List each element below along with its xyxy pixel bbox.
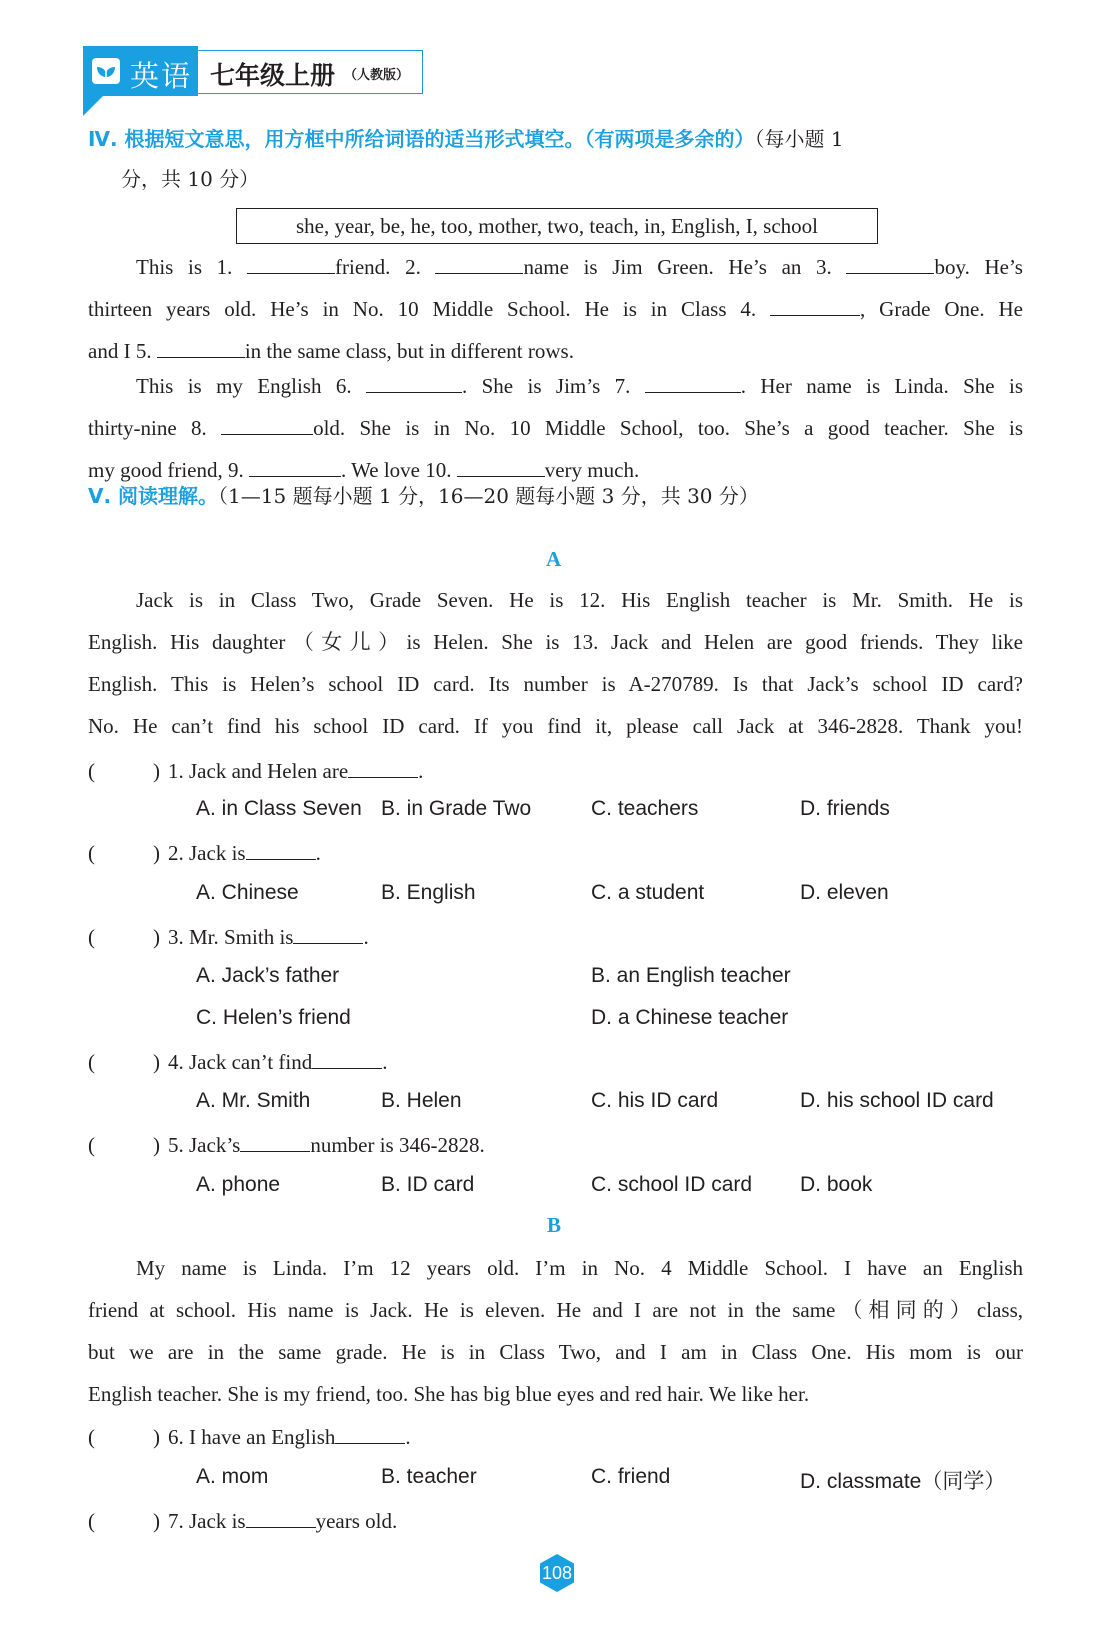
option-a[interactable]: A. Jack’s father bbox=[196, 964, 340, 987]
blank-9[interactable] bbox=[249, 456, 341, 477]
option-d[interactable]: D. a Chinese teacher bbox=[591, 1006, 789, 1029]
passage-line: English teacher. She is my friend, too. She has big blue eyes and red hair. We like her. bbox=[88, 1382, 810, 1406]
blank-8[interactable] bbox=[221, 414, 313, 435]
option-b[interactable]: B. an English teacher bbox=[591, 964, 791, 987]
answer-bracket[interactable]: ( ) bbox=[88, 1133, 160, 1157]
question-1: ( ) 1. Jack and Helen are . bbox=[88, 759, 424, 783]
option-a[interactable]: A. Chinese bbox=[196, 881, 299, 904]
question-5: ( ) 5. Jack’s number is 346-2828. bbox=[88, 1133, 485, 1157]
word-box: she, year, be, he, too, mother, two, teach, in, English, I, school bbox=[236, 208, 878, 244]
option-b[interactable]: B. in Grade Two bbox=[381, 797, 532, 820]
subject-tab bbox=[83, 46, 198, 96]
answer-bracket[interactable]: ( ) bbox=[88, 759, 160, 783]
option-d[interactable]: D. eleven bbox=[800, 881, 889, 904]
option-d[interactable]: D. friends bbox=[800, 797, 890, 820]
tab-tail bbox=[83, 96, 103, 116]
section-4-note: （每小题 1 bbox=[754, 127, 844, 151]
blank-3[interactable] bbox=[846, 253, 934, 274]
blank-10[interactable] bbox=[457, 456, 545, 477]
option-a[interactable]: A. in Class Seven bbox=[196, 797, 362, 820]
passage-line: Jack is in Class Two, Grade Seven. He is 12. His English teacher is Mr. Smith. He is bbox=[136, 588, 1023, 612]
text-line: This is 1. friend. 2. name is Jim Green. He’s an 3. boy. He’s bbox=[136, 255, 1023, 279]
text-line: my good friend, 9. . We love 10. very much. bbox=[88, 458, 640, 482]
question-blank bbox=[312, 1048, 382, 1069]
grade-label: 七年级上册 bbox=[210, 61, 336, 90]
passage-b bbox=[88, 1247, 1023, 1415]
option-d[interactable]: D. classmate（同学） bbox=[800, 1470, 1006, 1493]
page-number: 108 bbox=[541, 1563, 573, 1583]
passage-a bbox=[88, 579, 1023, 747]
option-d[interactable]: D. book bbox=[800, 1173, 873, 1196]
question-blank bbox=[348, 757, 418, 778]
question-7: ( ) 7. Jack is years old. bbox=[88, 1509, 398, 1533]
option-c[interactable]: C. Helen’s friend bbox=[196, 1006, 351, 1029]
question-blank bbox=[246, 839, 316, 860]
text-line: thirteen years old. He’s in No. 10 Middle School. He is in Class 4. , Grade One. He bbox=[88, 297, 1023, 321]
passage-a-label: A bbox=[546, 547, 562, 571]
cloze-paragraph-1 bbox=[88, 246, 1023, 372]
answer-bracket[interactable]: ( ) bbox=[88, 925, 160, 949]
answer-bracket[interactable]: ( ) bbox=[88, 1509, 160, 1533]
blank-4[interactable] bbox=[770, 295, 860, 316]
passage-line: No. He can’t find his school ID card. If you find it, please call Jack at 346-2828. Thank you! bbox=[88, 714, 1023, 738]
option-a[interactable]: A. mom bbox=[196, 1465, 269, 1488]
option-a[interactable]: A. phone bbox=[196, 1173, 281, 1196]
option-b[interactable]: B. English bbox=[381, 881, 476, 904]
option-a[interactable]: A. Mr. Smith bbox=[196, 1089, 311, 1112]
question-4: ( ) 4. Jack can’t find . bbox=[88, 1050, 388, 1074]
blank-7[interactable] bbox=[645, 372, 741, 393]
option-c[interactable]: C. his ID card bbox=[591, 1089, 719, 1112]
blank-2[interactable] bbox=[435, 253, 523, 274]
option-c[interactable]: C. school ID card bbox=[591, 1173, 753, 1196]
text-line: and I 5. in the same class, but in different rows. bbox=[88, 339, 574, 363]
book-leaf-icon bbox=[92, 58, 120, 84]
blank-1[interactable] bbox=[247, 253, 335, 274]
question-3: ( ) 3. Mr. Smith is . bbox=[88, 925, 369, 949]
blank-6[interactable] bbox=[366, 372, 462, 393]
answer-bracket[interactable]: ( ) bbox=[88, 1050, 160, 1074]
section-4-title: Ⅳ. 根据短文意思，用方框中所给词语的适当形式填空。（有两项是多余的） bbox=[88, 127, 755, 151]
section-4-heading bbox=[88, 123, 844, 152]
section-5-heading bbox=[88, 480, 759, 509]
blank-5[interactable] bbox=[157, 337, 245, 358]
option-c[interactable]: C. teachers bbox=[591, 797, 699, 820]
passage-line: friend at school. His name is Jack. He is eleven. He and I are not in the same（相同的）class, bbox=[88, 1298, 1023, 1322]
section-5-note: （1—15 题每小题 1 分，16—20 题每小题 3 分，共 30 分） bbox=[218, 484, 759, 508]
question-blank bbox=[293, 923, 363, 944]
option-d[interactable]: D. his school ID card bbox=[800, 1089, 994, 1112]
section-5-title: Ⅴ. 阅读理解。 bbox=[88, 484, 219, 508]
option-c[interactable]: C. a student bbox=[591, 881, 705, 904]
option-b[interactable]: B. ID card bbox=[381, 1173, 475, 1196]
page-number-badge bbox=[537, 1553, 577, 1593]
grade-box bbox=[198, 50, 423, 94]
passage-line: but we are in the same grade. He is in Class Two, and I am in Class One. His mom is our bbox=[88, 1340, 1023, 1364]
passage-line: My name is Linda. I’m 12 years old. I’m in No. 4 Middle School. I have an English bbox=[136, 1256, 1023, 1280]
text-line: thirty-nine 8. old. She is in No. 10 Middle School, too. She’s a good teacher. She is bbox=[88, 416, 1023, 440]
edition-label: （人教版） bbox=[344, 68, 410, 83]
option-b[interactable]: B. teacher bbox=[381, 1465, 477, 1488]
text-line: This is my English 6. . She is Jim’s 7. . Her name is Linda. She is bbox=[136, 374, 1023, 398]
question-blank bbox=[335, 1423, 405, 1444]
passage-b-label: B bbox=[547, 1213, 562, 1237]
section-4-note-cont: 分，共 10 分） bbox=[121, 167, 260, 191]
option-b[interactable]: B. Helen bbox=[381, 1089, 462, 1112]
question-blank bbox=[240, 1131, 310, 1152]
answer-bracket[interactable]: ( ) bbox=[88, 841, 160, 865]
passage-line: English. This is Helen’s school ID card. Its number is A-270789. Is that Jack’s school ID card? bbox=[88, 672, 1023, 696]
option-c[interactable]: C. friend bbox=[591, 1465, 671, 1488]
answer-bracket[interactable]: ( ) bbox=[88, 1425, 160, 1449]
question-2: ( ) 2. Jack is . bbox=[88, 841, 321, 865]
passage-line: English. His daughter（女儿）is Helen. She is 13. Jack and Helen are good friends. They like bbox=[88, 630, 1023, 654]
cloze-paragraph-2 bbox=[88, 365, 1023, 491]
question-6: ( ) 6. I have an English . bbox=[88, 1425, 411, 1449]
subject-label: 英语 bbox=[130, 59, 193, 93]
question-blank bbox=[246, 1507, 316, 1528]
